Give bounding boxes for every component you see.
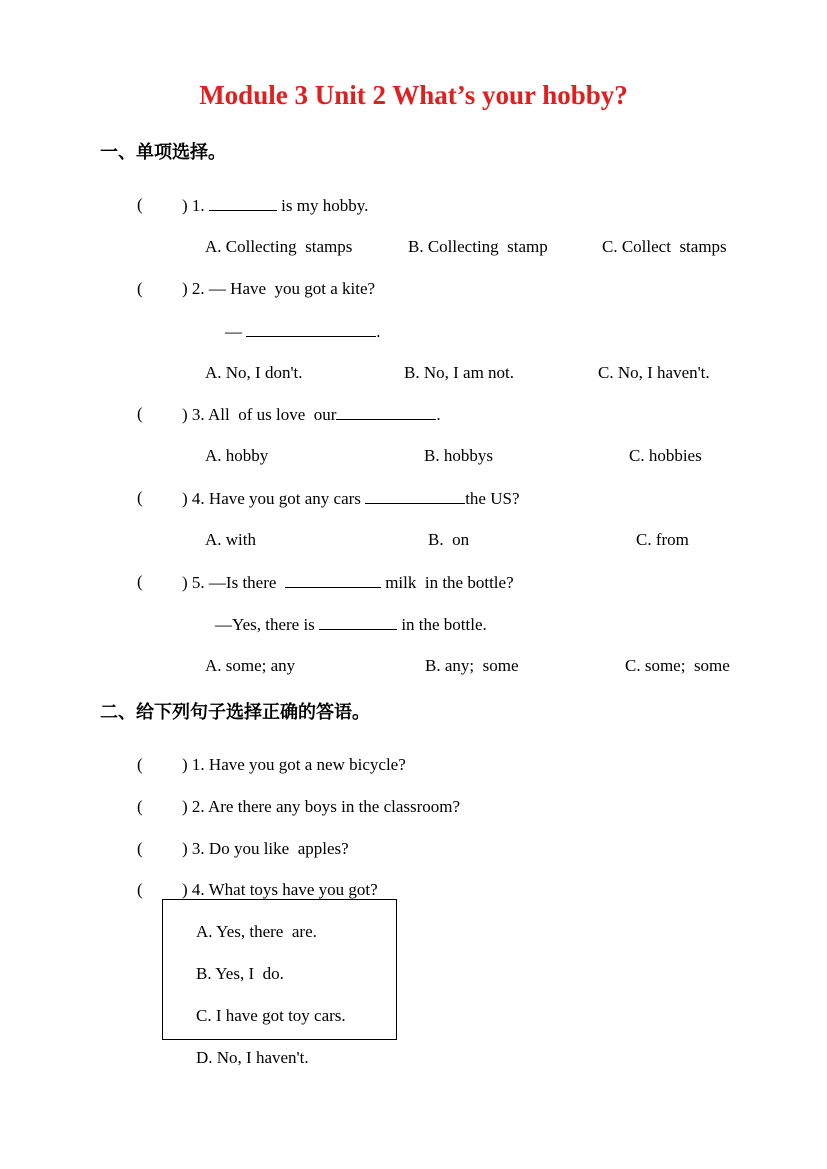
- question-s2-q3: ) 3. Do you like apples?: [182, 839, 349, 858]
- answer-paren-s1-q3[interactable]: (: [137, 404, 143, 423]
- question-s1-q5: ) 5. —Is there milk in the bottle?: [182, 573, 514, 592]
- option-s1-q2-b: B. No, I am not.: [404, 363, 515, 382]
- answer-option-b: B. Yes, I do.: [196, 964, 284, 983]
- option-s1-q4-c: C. from: [636, 530, 689, 549]
- question-s2-q1: ) 1. Have you got a new bicycle?: [182, 755, 406, 774]
- answer-paren-s1-q5[interactable]: (: [137, 572, 143, 591]
- fill-blank[interactable]: [319, 614, 397, 630]
- option-s1-q4-a: A. with: [205, 530, 256, 549]
- option-s1-q5-b: B. any; some: [425, 656, 519, 675]
- answer-paren-s1-q4[interactable]: (: [137, 488, 143, 507]
- answer-option-a: A. Yes, there are.: [196, 922, 317, 941]
- option-s1-q1-a: A. Collecting stamps: [205, 237, 353, 256]
- answer-paren-s1-q1[interactable]: (: [137, 195, 143, 214]
- option-s1-q3-c: C. hobbies: [629, 446, 702, 465]
- fill-blank[interactable]: [209, 195, 277, 211]
- answer-paren-s2-q1[interactable]: (: [137, 755, 143, 774]
- question-s1-q4: ) 4. Have you got any cars the US?: [182, 489, 520, 508]
- question-s1-q1: ) 1. is my hobby.: [182, 196, 369, 215]
- reply-s1-q2: — .: [225, 322, 381, 341]
- fill-blank[interactable]: [365, 488, 465, 504]
- answer-paren-s2-q3[interactable]: (: [137, 839, 143, 858]
- option-s1-q2-a: A. No, I don't.: [205, 363, 303, 382]
- fill-blank[interactable]: [285, 572, 381, 588]
- option-s1-q3-b: B. hobbys: [424, 446, 493, 465]
- question-s1-q3: ) 3. All of us love our .: [182, 405, 441, 424]
- option-s1-q2-c: C. No, I haven't.: [598, 363, 710, 382]
- fill-blank[interactable]: [336, 404, 436, 420]
- reply-s1-q5: —Yes, there is in the bottle.: [215, 615, 487, 634]
- option-s1-q5-a: A. some; any: [205, 656, 296, 675]
- answer-option-d: D. No, I haven't.: [196, 1048, 309, 1067]
- section-1-heading: 一、单项选择。: [100, 142, 226, 163]
- option-s1-q4-b: B. on: [428, 530, 470, 549]
- answer-paren-s2-q2[interactable]: (: [137, 797, 143, 816]
- answer-paren-s2-q4[interactable]: (: [137, 880, 143, 899]
- option-s1-q5-c: C. some; some: [625, 656, 730, 675]
- answer-paren-s1-q2[interactable]: (: [137, 279, 143, 298]
- option-s1-q1-c: C. Collect stamps: [602, 237, 727, 256]
- section-2-heading: 二、给下列句子选择正确的答语。: [100, 702, 370, 723]
- question-s2-q4: ) 4. What toys have you got?: [182, 880, 378, 899]
- fill-blank[interactable]: [246, 321, 376, 337]
- option-s1-q3-a: A. hobby: [205, 446, 269, 465]
- question-s2-q2: ) 2. Are there any boys in the classroom?: [182, 797, 461, 816]
- question-s1-q2: ) 2. — Have you got a kite?: [182, 279, 376, 298]
- answer-option-c: C. I have got toy cars.: [196, 1006, 346, 1025]
- page-title: Module 3 Unit 2 What’s your hobby?: [199, 80, 628, 110]
- option-s1-q1-b: B. Collecting stamp: [408, 237, 548, 256]
